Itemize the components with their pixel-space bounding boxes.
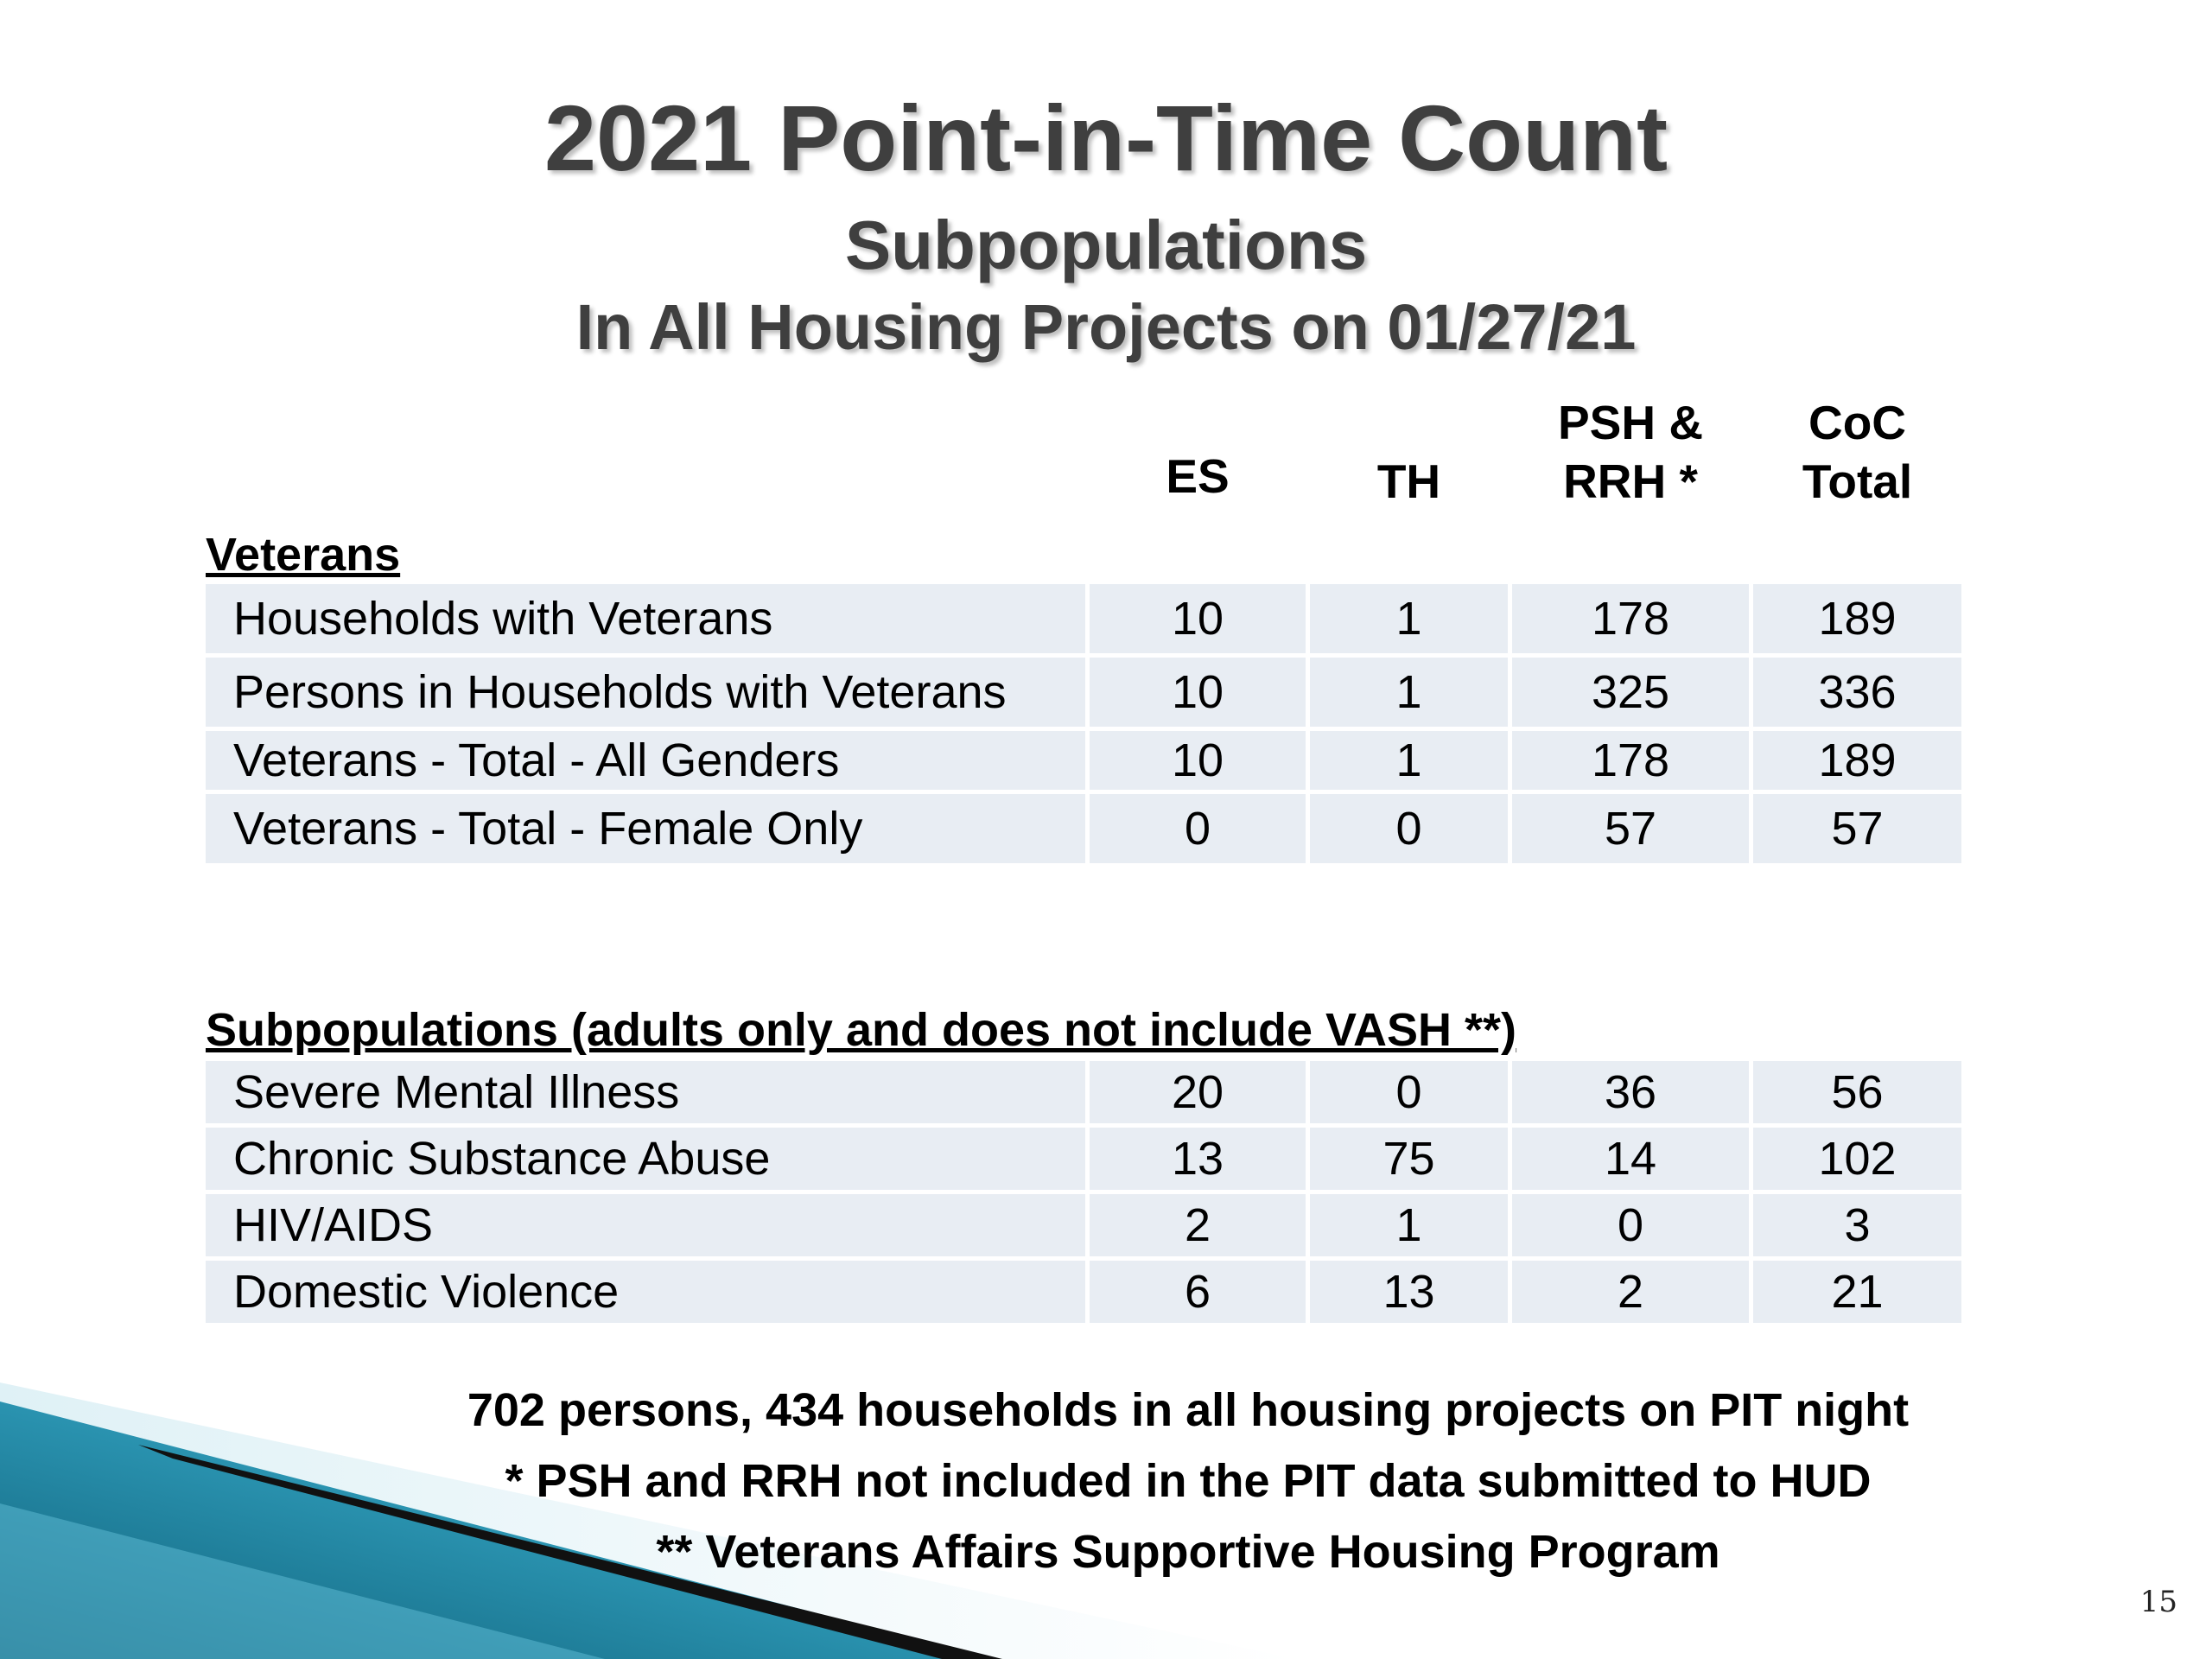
slide-title: 2021 Point-in-Time Count xyxy=(543,86,1669,190)
row-label: HIV/AIDS xyxy=(206,1194,1085,1256)
cell-es: 10 xyxy=(1090,658,1306,727)
psh-rrh-footnote: * PSH and RRH not included in the PIT data submitted to HUD xyxy=(505,1455,1872,1507)
table-row xyxy=(206,1061,1961,1123)
cell-coc-total: 3 xyxy=(1753,1194,1961,1256)
cell-psh-rrh: 2 xyxy=(1512,1261,1749,1323)
cell-th: 1 xyxy=(1310,731,1508,790)
column-header-th-text: TH xyxy=(1376,454,1441,508)
cell-es: 6 xyxy=(1090,1261,1306,1323)
subpopulations-heading: Subpopulations (adults only and does not include VASH **) xyxy=(206,1004,1517,1056)
cell-th: 75 xyxy=(1310,1128,1508,1190)
row-label: Households with Veterans xyxy=(206,584,1085,653)
cell-psh-rrh: 36 xyxy=(1512,1061,1749,1123)
table-row xyxy=(206,1128,1961,1190)
summary-note: 702 persons, 434 households in all housing projects on PIT night xyxy=(467,1384,1910,1436)
slide-subtitle-date: In All Housing Projects on 01/27/21 xyxy=(575,291,1637,363)
column-header-es xyxy=(1090,449,1306,503)
cell-es: 10 xyxy=(1090,584,1306,653)
cell-coc-total: 102 xyxy=(1753,1128,1961,1190)
veterans-heading: Veterans xyxy=(206,529,401,581)
cell-coc-total: 189 xyxy=(1753,584,1961,653)
row-label: Domestic Violence xyxy=(206,1261,1085,1323)
row-label: Chronic Substance Abuse xyxy=(206,1128,1085,1190)
cell-th: 1 xyxy=(1310,584,1508,653)
cell-es: 0 xyxy=(1090,794,1306,863)
cell-th: 0 xyxy=(1310,1061,1508,1123)
cell-es: 13 xyxy=(1090,1128,1306,1190)
column-header-coc-line1: CoC xyxy=(1808,396,1907,449)
cell-psh-rrh: 0 xyxy=(1512,1194,1749,1256)
page-number: 15 xyxy=(2139,1585,2177,1619)
row-label: Persons in Households with Veterans xyxy=(206,658,1085,727)
cell-es: 2 xyxy=(1090,1194,1306,1256)
cell-psh-rrh: 178 xyxy=(1512,731,1749,790)
cell-th: 0 xyxy=(1310,794,1508,863)
row-label: Veterans - Total - All Genders xyxy=(206,731,1085,790)
column-header-psh-line2: RRH * xyxy=(1563,454,1698,508)
table-row xyxy=(206,1194,1961,1256)
column-header-es-text: ES xyxy=(1166,449,1230,503)
cell-th: 1 xyxy=(1310,1194,1508,1256)
cell-psh-rrh: 325 xyxy=(1512,658,1749,727)
row-label: Veterans - Total - Female Only xyxy=(206,794,1085,863)
column-header-psh-line1: PSH & xyxy=(1557,396,1704,449)
cell-psh-rrh: 178 xyxy=(1512,584,1749,653)
cell-coc-total: 57 xyxy=(1753,794,1961,863)
row-label: Severe Mental Illness xyxy=(206,1061,1085,1123)
table-row xyxy=(206,794,1961,863)
cell-coc-total: 21 xyxy=(1753,1261,1961,1323)
cell-psh-rrh: 57 xyxy=(1512,794,1749,863)
cell-psh-rrh: 14 xyxy=(1512,1128,1749,1190)
table-row xyxy=(206,658,1961,727)
cell-es: 10 xyxy=(1090,731,1306,790)
table-row xyxy=(206,584,1961,653)
cell-coc-total: 56 xyxy=(1753,1061,1961,1123)
table-row xyxy=(206,1261,1961,1323)
column-header-th xyxy=(1310,454,1508,508)
cell-coc-total: 189 xyxy=(1753,731,1961,790)
column-header-coc-total xyxy=(1753,396,1961,508)
table-row xyxy=(206,731,1961,790)
vash-footnote: ** Veterans Affairs Supportive Housing Program xyxy=(656,1526,1720,1578)
column-header-psh-rrh xyxy=(1512,396,1749,508)
slide-subtitle: Subpopulations xyxy=(844,207,1368,283)
cell-coc-total: 336 xyxy=(1753,658,1961,727)
cell-th: 1 xyxy=(1310,658,1508,727)
cell-es: 20 xyxy=(1090,1061,1306,1123)
cell-th: 13 xyxy=(1310,1261,1508,1323)
column-header-coc-line2: Total xyxy=(1802,454,1913,508)
